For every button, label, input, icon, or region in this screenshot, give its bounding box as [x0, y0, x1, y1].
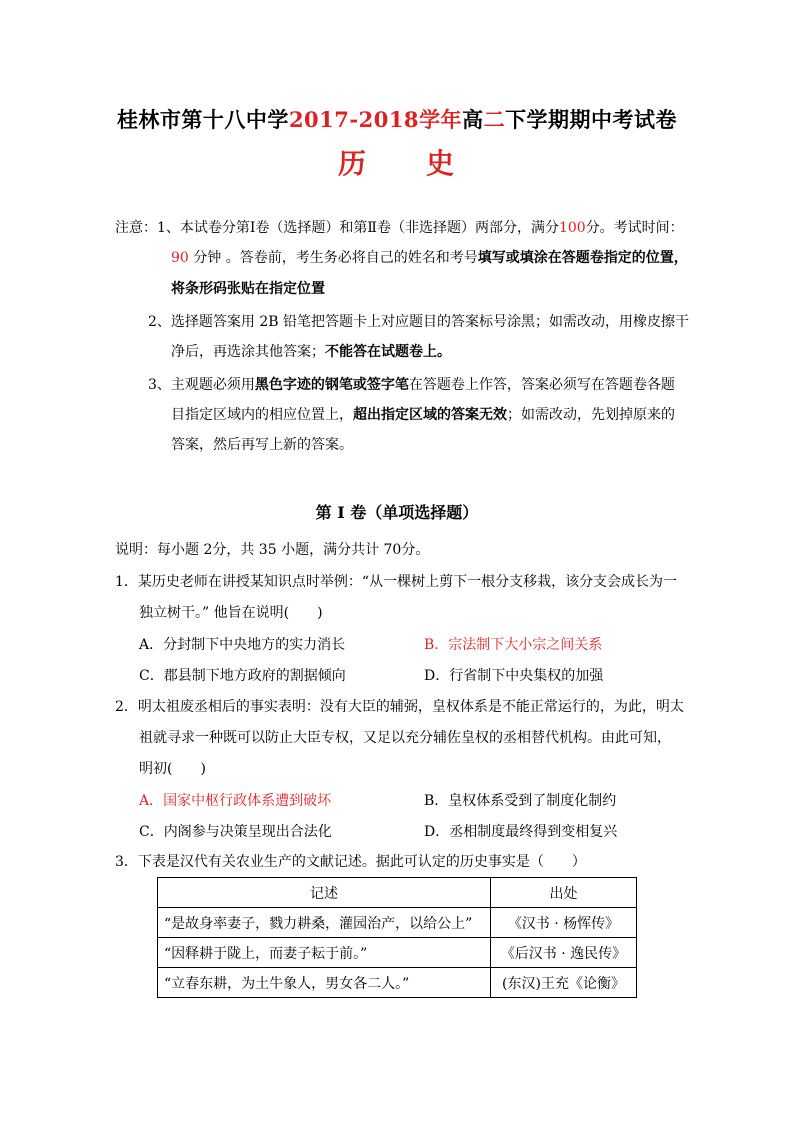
table-header-row	[158, 878, 637, 908]
title-school: 桂林市第十八中学	[116, 107, 289, 132]
table-cell-record: “立春东耕，为土牛象人，男女各二人。”	[158, 968, 491, 998]
notice-1-bold-1: 填写或填涂在答题卷指定的位置，	[477, 250, 688, 266]
notice-1c: 分钟 。答卷前，考生务必将自己的姓名和考号	[193, 250, 478, 266]
notice-line-5	[171, 342, 451, 362]
subject-char-1: 历	[337, 147, 368, 180]
q3-stem-line-1: 3．下表是汉代有关农业生产的文献记述。据此可认定的历史事实是（ ）	[115, 854, 586, 870]
title-year: 2017-2018	[288, 107, 420, 132]
subject-title	[0, 142, 794, 182]
title-xue: 学年	[419, 107, 463, 132]
source-table	[157, 877, 637, 998]
notice-label: 注意：	[115, 220, 157, 236]
notice-3-bold-2: 超出指定区域的答案无效	[353, 407, 507, 423]
notice-2-bold: 不能答在试题卷上。	[325, 344, 451, 360]
table-cell-record: “是故身率妻子，戮力耕桑，灌园治产，以给公上”	[158, 908, 491, 938]
table-row	[158, 968, 637, 998]
q1-stem-line-2: 独立树干。” 他旨在说明( )	[139, 605, 323, 621]
q2-stem-line-2: 祖就寻求一种既可以防止大臣专权，又足以充分辅佐皇权的丞相替代机构。由此可知，	[139, 730, 671, 746]
table-header-record: 记述	[158, 878, 491, 908]
notice-3-bold-1: 黑色字迹的钢笔或签字笔	[254, 377, 409, 393]
q1-option-c: C．郡县制下地方政府的割据倾向	[139, 668, 346, 684]
notice-3a: 3、主观题必须用	[148, 377, 255, 393]
section-title: 第 I 卷（单项选择题）	[315, 503, 479, 522]
table-cell-source: 《汉书 · 杨恽传》	[491, 908, 637, 938]
q2-stem-line-1: 2．明太祖废丞相后的事实表明：没有大臣的辅弼，皇权体系是不能正常运行的，为此，明太	[115, 699, 684, 715]
notice-line-1	[115, 218, 684, 238]
table-cell-source: 《后汉书 · 逸民传》	[491, 938, 637, 968]
notice-1b: 分。考试时间：	[585, 220, 684, 236]
notice-line-3: 将条形码张贴在指定位置	[171, 281, 325, 297]
title-gao: 高	[462, 107, 484, 132]
notice-score: 100	[558, 220, 586, 236]
q1-option-b: B．宗法制下大小宗之间关系	[424, 637, 603, 653]
notice-line-2	[171, 248, 688, 268]
notice-line-8: 答案，然后再写上新的答案。	[171, 437, 353, 453]
subject-char-2: 史	[426, 147, 457, 180]
table-header-source: 出处	[491, 878, 637, 908]
notice-3d: ；如需改动，先划掉原来的	[507, 407, 675, 423]
q2-option-b: B．皇权体系受到了制度化制约	[424, 793, 617, 809]
exam-title	[0, 104, 794, 134]
q2-option-d: D．丞相制度最终得到变相复兴	[424, 824, 618, 840]
title-term: 下学期期中考试卷	[505, 107, 678, 132]
q2-option-a: A．国家中枢行政体系遭到破坏	[139, 793, 332, 809]
notice-line-7	[171, 405, 675, 425]
notice-line-4: 2、选择题答案用 2B 铅笔把答题卡上对应题目的答案标号涂黑；如需改动，用橡皮擦干	[148, 314, 690, 330]
notice-1a: 1、本试卷分第Ⅰ卷（选择题）和第Ⅱ卷（非选择题）两部分，满分	[157, 220, 559, 236]
section-instruction: 说明：每小题 2分，共 35 小题，满分共计 70分。	[115, 542, 430, 558]
table-row	[158, 908, 637, 938]
table-row	[158, 938, 637, 968]
notice-line-6	[148, 375, 675, 395]
notice-2b: 净后，再选涂其他答案；	[171, 344, 325, 360]
q1-stem-line-1: 1．某历史老师在讲授某知识点时举例：“从一棵树上剪下一根分支移栽，该分支会成长为一	[115, 574, 678, 590]
q1-option-a: A．分封制下中央地方的实力消长	[139, 637, 346, 653]
q2-stem-line-3: 明初( )	[139, 761, 206, 777]
notice-3c: 目指定区域内的相应位置上，	[171, 407, 353, 423]
q2-option-c: C．内阁参与决策呈现出合法化	[139, 824, 332, 840]
q1-option-d: D．行省制下中央集权的加强	[424, 668, 604, 684]
notice-3b: 在答题卷上作答，答案必须写在答题卷各题	[408, 377, 675, 393]
table-cell-record: “因释耕于陇上，而妻子耘于前。”	[158, 938, 491, 968]
title-er: 二	[483, 107, 506, 132]
notice-time: 90	[171, 250, 189, 266]
table-cell-source: (东汉)王充《论衡》	[491, 968, 637, 998]
